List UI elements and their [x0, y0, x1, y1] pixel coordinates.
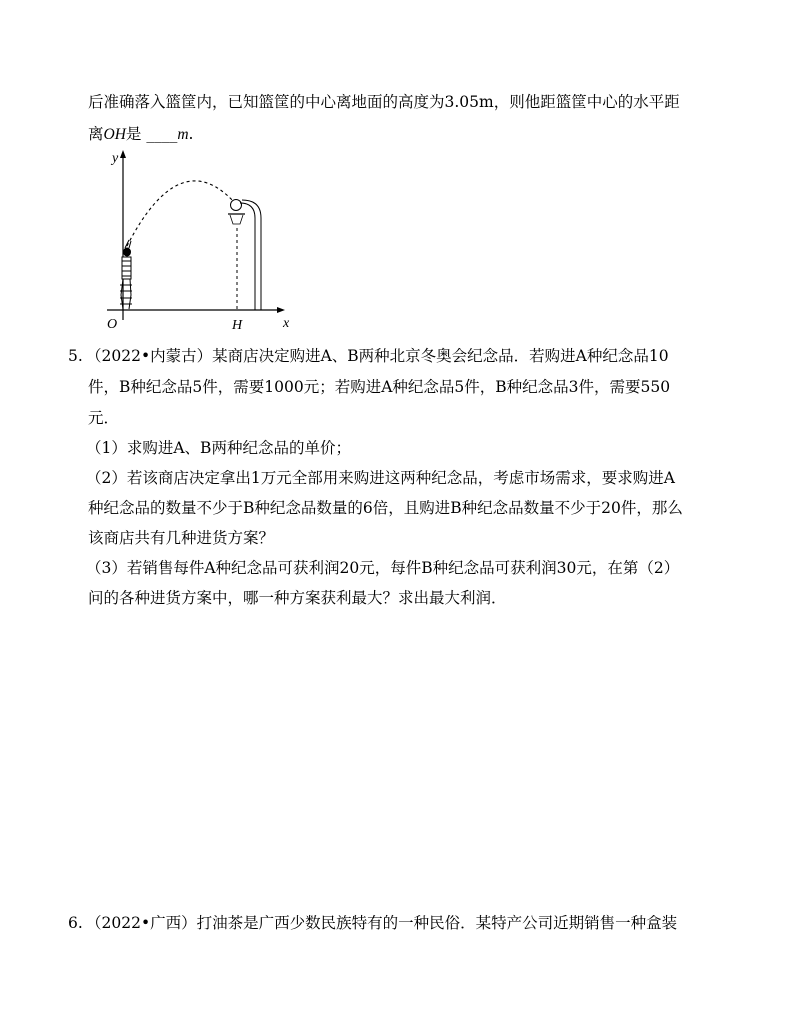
h-point-label: H: [232, 318, 243, 333]
q5-line-2: [88, 377, 670, 397]
hoop-pole-inner: [240, 203, 255, 310]
q6-line1-text: （2022•广西）打油茶是广西少数民族特有的一种民俗．某特产公司近期销售一种盒装: [86, 914, 678, 932]
q5-sub2-l1-text: （2）若该商店决定拿出1万元全部用来购进这两种纪念品，考虑市场需求，要求购进A: [86, 469, 675, 487]
y-axis-arrow: [120, 150, 126, 158]
q4-text-line-2: [88, 124, 193, 145]
q5-sub3-line-2: [88, 588, 507, 608]
q6-number: [68, 913, 83, 933]
basketball-diagram: [85, 148, 305, 338]
ball-trajectory: [127, 181, 235, 246]
q4-end: .: [188, 125, 194, 143]
q4-line2-var: OH: [103, 126, 126, 143]
q4-unit: m: [177, 126, 189, 143]
q4-text-line-1: [88, 92, 680, 112]
q5-line2-text: 件，B种纪念品5件，需要1000元；若购进A种纪念品5件，B种纪念品3件，需要550: [88, 378, 671, 396]
q5-sub1: [86, 438, 351, 458]
basketball: [231, 200, 242, 211]
q5-line1-text: （2022•内蒙古）某商店决定购进A、B两种北京冬奥会纪念品．若购进A种纪念品10: [86, 347, 669, 365]
x-axis-arrow: [277, 307, 285, 313]
q5-sub3-l2-text: 问的各种进货方案中，哪一种方案获利最大？求出最大利润．: [88, 589, 507, 607]
q4-line2-pre: 离: [88, 125, 104, 143]
q6-number-text: 6.: [68, 914, 83, 932]
q5-line3-text: 元．: [88, 409, 120, 427]
y-axis-label: y: [112, 151, 119, 166]
origin-label: O: [107, 317, 118, 332]
q5-sub2-line-2: [88, 498, 683, 518]
q4-answer-blank: 是 ____: [125, 125, 178, 143]
q5-number: [68, 346, 83, 366]
q5-sub1-text: （1）求购进A、B两种纪念品的单价；: [86, 439, 351, 457]
q5-number-text: 5.: [68, 347, 83, 365]
q5-line-1: [86, 346, 669, 366]
q6-line-1: [86, 913, 677, 933]
player-figure: [120, 240, 132, 309]
q5-sub2-l2-text: 种纪念品的数量不少于B种纪念品数量的6倍，且购进B种纪念品数量不少于20件，那么: [88, 499, 683, 517]
q5-sub3-l1-text: （3）若销售每件A种纪念品可获利润20元，每件B种纪念品可获利润30元，在第（2）: [86, 559, 680, 577]
hoop-pole-outer: [242, 200, 261, 310]
x-axis-label: x: [283, 316, 290, 331]
q5-line-3: [88, 408, 119, 428]
q5-sub2-line-3: [88, 528, 274, 548]
basketball-figure: [85, 148, 305, 338]
q4-line1-text: 后准确落入篮筐内，已知篮筐的中心离地面的高度为3.05m，则他距篮筐中心的水平距: [88, 93, 680, 111]
hoop-net: [230, 215, 243, 224]
q5-sub2-l3-text: 该商店共有几种进货方案？: [88, 529, 275, 547]
q5-sub2-line-1: [86, 468, 675, 488]
q5-sub3-line-1: [86, 558, 679, 578]
